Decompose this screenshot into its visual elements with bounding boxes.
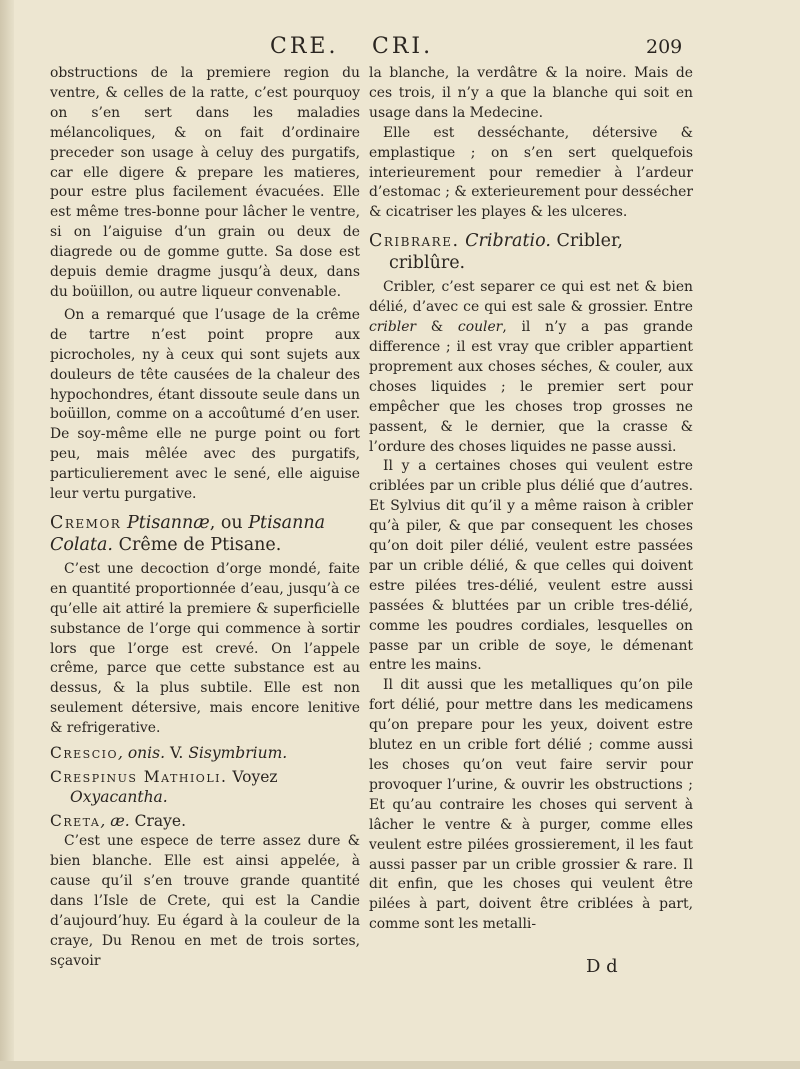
term-couler: couler (457, 319, 503, 336)
crespinus-ref: Voyez (232, 768, 278, 787)
running-head-right: CRI. (372, 34, 434, 59)
right-paragraph-2: Elle est desséchante, détersive & emplastique ; on s’en sert quelquefois interieurement pour remedier à l’ardeur d’estomac ; & exterieurement pour dessécher & cicatriser les playes & les ulceres. (369, 124, 693, 221)
headword-cremor: Cremor (50, 512, 122, 533)
connector-ou: , ou (209, 512, 243, 533)
crescio-target: Sisymbrium. (188, 744, 288, 763)
crescio-ref: V. (169, 744, 184, 763)
crescio-genitive: , onis. (118, 744, 166, 763)
page-binding-shadow (0, 0, 14, 1069)
latin-cribratio: Cribratio. (465, 231, 551, 252)
entry-crescio (50, 743, 360, 763)
left-paragraph-2: On a remarqué que l’usage de la crême de tartre n’est point propre aux picrocholes, ny à ceux qui sont sujets aux douleurs de tête causées de la chaleur des hypochondres, étant dissoute seule dans un boüillon, comme on a accoûtumé d’en user. De soy-même elle ne purge point ou fort peu, mais mêlée avec des purgatifs, particulierement avec le sené, elle aiguise leur vertu purgative. (50, 306, 360, 503)
term-and: & (416, 319, 458, 336)
creta-genitive: , æ. (100, 812, 130, 831)
french-cribler: Cribler, (556, 231, 623, 252)
headword-crescio: Crescio (50, 744, 118, 763)
headword-crespinus: Crespinus Mathioli. (50, 768, 228, 787)
headword-creta: Creta (50, 812, 101, 831)
left-paragraph-1: obstructions de la premiere region du ventre, & celles de la ratte, c’est pourquoy on s’en sert dans les maladies mélancoliques, & on fait d’ordinaire preceder son usage à celuy des purgatifs, car elle digere & prepare les matieres, pour estre plus facilement évacuées. Elle est même tres-bonne pour lâcher le ventre, si on l’aiguise d’un grain ou deux de diagrede ou de gomme gutte. Sa dose est depuis demie dragme jusqu’à deux, dans du boüillon, ou autre liqueur convenable. (50, 65, 360, 300)
term-cribler: cribler (369, 319, 417, 336)
entry-cremor (50, 512, 360, 556)
left-column (50, 64, 360, 971)
right-column (369, 64, 693, 935)
entry-cribrare (369, 230, 693, 274)
entry-creta (50, 811, 360, 831)
french-creme-de-ptisane: Crême de Ptisane. (118, 534, 282, 555)
latin-ptisanna-colata: Ptisanna Colata. (50, 512, 326, 555)
right-paragraph-3 (369, 278, 693, 457)
page-bottom-edge (0, 1061, 800, 1069)
entry-crespinus (50, 767, 360, 807)
page-number: 209 (646, 36, 683, 58)
right-paragraph-4: Il y a certaines choses qui veulent estre criblées par un crible plus délié que d’autres. Et Sylvius dit qu’il y a même raison à cribler qu’à piler, & que par consequent les choses qu’on doit piler délié, veulent estre passées par un crible délié, & que celles qui doivent estre pilées tres-délié, veulent estre aussi passées & bluttées par un crible tres-délié, comme les poudres cordiales, lesquelles on passe par un crible de soye, le démenant entre les mains. (369, 458, 693, 674)
crespinus-target: Oxyacantha. (70, 788, 168, 807)
right-paragraph-5: Il dit aussi que les metalliques qu’on pile fort délié, pour mettre dans les medicamens qu’on prepare pour les yeux, doivent estre blutez en un crible fort délié ; comme aussi les choses qu’on veut faire servir pour provoquer l’urine, & ouvrir les obstructions ; Et qu’au contraire les choses qui servent à lâcher le ventre & à purger, comme elles veulent estre pilées grossierement, il les faut aussi passer par un crible grossier & rare. Il dit enfin, que les choses qui veulent être pilées à part, doivent être criblées à part, comme sont les metalli- (369, 677, 693, 933)
right-paragraph-1: la blanche, la verdâtre & la noire. Mais de ces trois, il n’y a que la blanche qui soit en usage dans la Medecine. (369, 65, 693, 121)
left-paragraph-3: C’est une decoction d’orge mondé, faite en quantité proportionnée d’eau, jusqu’à ce qu’elle ait attiré la premiere & superficielle substance de l’orge qui commence à sortir lors que l’orge est crevé. On l’appele crême, parce que cette substance est au dessus, & la plus subtile. Elle est non seulement détersive, mais encore lenitive & refrigerative. (50, 560, 360, 737)
running-head-left: CRE. (270, 34, 339, 59)
right-p3-end: , il n’y a pas grande difference ; il est vray que cribler appartient proprement aux choses séches, & couler, aux choses liquides ; le premier sert pour empêcher que les choses trop grosses ne passent, & le dernier, que la crasse & l’ordure des choses liquides ne passe aussi. (369, 319, 693, 455)
right-p3-start: Cribler, c’est separer ce qui est net & bien délié, d’avec ce qui est sale & grossier. Entre (369, 279, 693, 316)
french-criblure: criblûre. (389, 253, 466, 274)
left-paragraph-4: C’est une espece de terre assez dure & bien blanche. Elle est ainsi appelée, à cause qu’il s’en trouve grande quantité dans l’Isle de Crete, qui est la Candie d’aujourd’huy. Eu égard à la couleur de la craye, Du Renou en met de trois sortes, sçavoir (50, 833, 360, 969)
headword-cribrare: Cribrare. (369, 231, 460, 252)
latin-ptisannae: Ptisannæ (126, 512, 210, 533)
running-head (0, 34, 800, 64)
catchword-signature: D d (586, 956, 618, 977)
creta-french: Craye. (134, 812, 187, 831)
